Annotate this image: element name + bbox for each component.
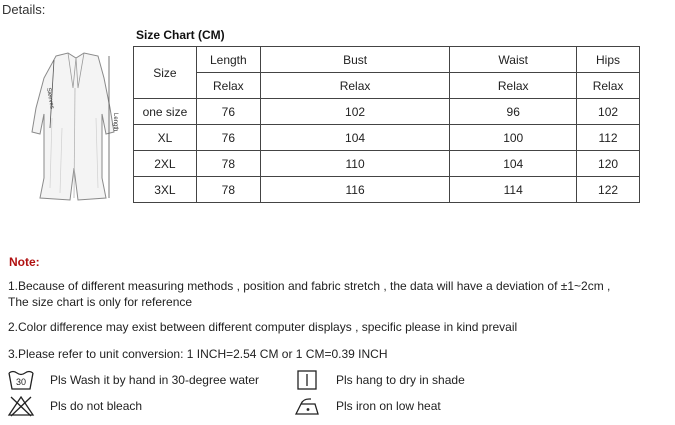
hips-fit: Relax xyxy=(577,73,640,99)
table-row xyxy=(134,177,640,203)
length-cell: 76 xyxy=(196,99,260,125)
note-heading: Note: xyxy=(9,255,40,269)
note-color: 2.Color difference may exist between different computer displays , specific please in kind prevail xyxy=(8,320,518,334)
size-cell: 2XL xyxy=(134,151,197,177)
hips-cell: 122 xyxy=(577,177,640,203)
table-row xyxy=(134,125,640,151)
waist-cell: 96 xyxy=(450,99,577,125)
length-cell: 78 xyxy=(196,151,260,177)
bust-cell: 104 xyxy=(260,125,450,151)
length-label: Length xyxy=(112,113,118,132)
size-chart-table xyxy=(133,46,640,203)
length-fit: Relax xyxy=(196,73,260,99)
hips-header: Hips xyxy=(577,47,640,73)
care-wash-text: Pls Wash it by hand in 30-degree water xyxy=(50,373,259,387)
table-row xyxy=(134,151,640,177)
waist-header: Waist xyxy=(450,47,577,73)
size-chart-title: Size Chart (CM) xyxy=(136,28,225,42)
garment-outline xyxy=(32,53,114,200)
care-dry-text: Pls hang to dry in shade xyxy=(336,373,465,387)
hand-wash-icon xyxy=(6,369,36,391)
no-bleach-icon xyxy=(6,395,36,417)
sleeves-label: Sleeves xyxy=(45,87,55,110)
size-cell: 3XL xyxy=(134,177,197,203)
hips-cell: 102 xyxy=(577,99,640,125)
bust-fit: Relax xyxy=(260,73,450,99)
size-header: Size xyxy=(134,47,197,99)
care-bleach-text: Pls do not bleach xyxy=(50,399,143,413)
waist-fit: Relax xyxy=(450,73,577,99)
length-cell: 76 xyxy=(196,125,260,151)
size-cell: XL xyxy=(134,125,197,151)
line-dry-shade-icon xyxy=(292,369,322,391)
note-conversion: 3.Please refer to unit conversion: 1 INCH=2.54 CM or 1 CM=0.39 INCH xyxy=(8,347,388,361)
bust-cell: 110 xyxy=(260,151,450,177)
length-cell: 78 xyxy=(196,177,260,203)
hips-cell: 120 xyxy=(577,151,640,177)
garment-diagram xyxy=(18,48,128,208)
table-row xyxy=(134,99,640,125)
details-label: Details: xyxy=(2,2,46,17)
wash-temperature: 30 xyxy=(15,377,27,387)
fit-row xyxy=(134,73,640,99)
bust-cell: 116 xyxy=(260,177,450,203)
table-header-row xyxy=(134,47,640,73)
bust-header: Bust xyxy=(260,47,450,73)
waist-cell: 104 xyxy=(450,151,577,177)
hips-cell: 112 xyxy=(577,125,640,151)
note-measurement xyxy=(8,278,668,310)
note-measurement-line1: 1.Because of different measuring methods , position and fabric stretch , the data will have a deviation of ±1~2cm , xyxy=(8,279,611,293)
iron-low-heat-icon xyxy=(292,395,322,417)
care-iron-text: Pls iron on low heat xyxy=(336,399,441,413)
care-iron xyxy=(292,395,441,417)
length-header: Length xyxy=(196,47,260,73)
care-wash xyxy=(6,369,259,391)
waist-cell: 114 xyxy=(450,177,577,203)
note-measurement-line2: The size chart is only for reference xyxy=(8,295,193,309)
waist-cell: 100 xyxy=(450,125,577,151)
care-dry xyxy=(292,369,465,391)
bust-cell: 102 xyxy=(260,99,450,125)
size-cell: one size xyxy=(134,99,197,125)
care-bleach xyxy=(6,395,142,417)
